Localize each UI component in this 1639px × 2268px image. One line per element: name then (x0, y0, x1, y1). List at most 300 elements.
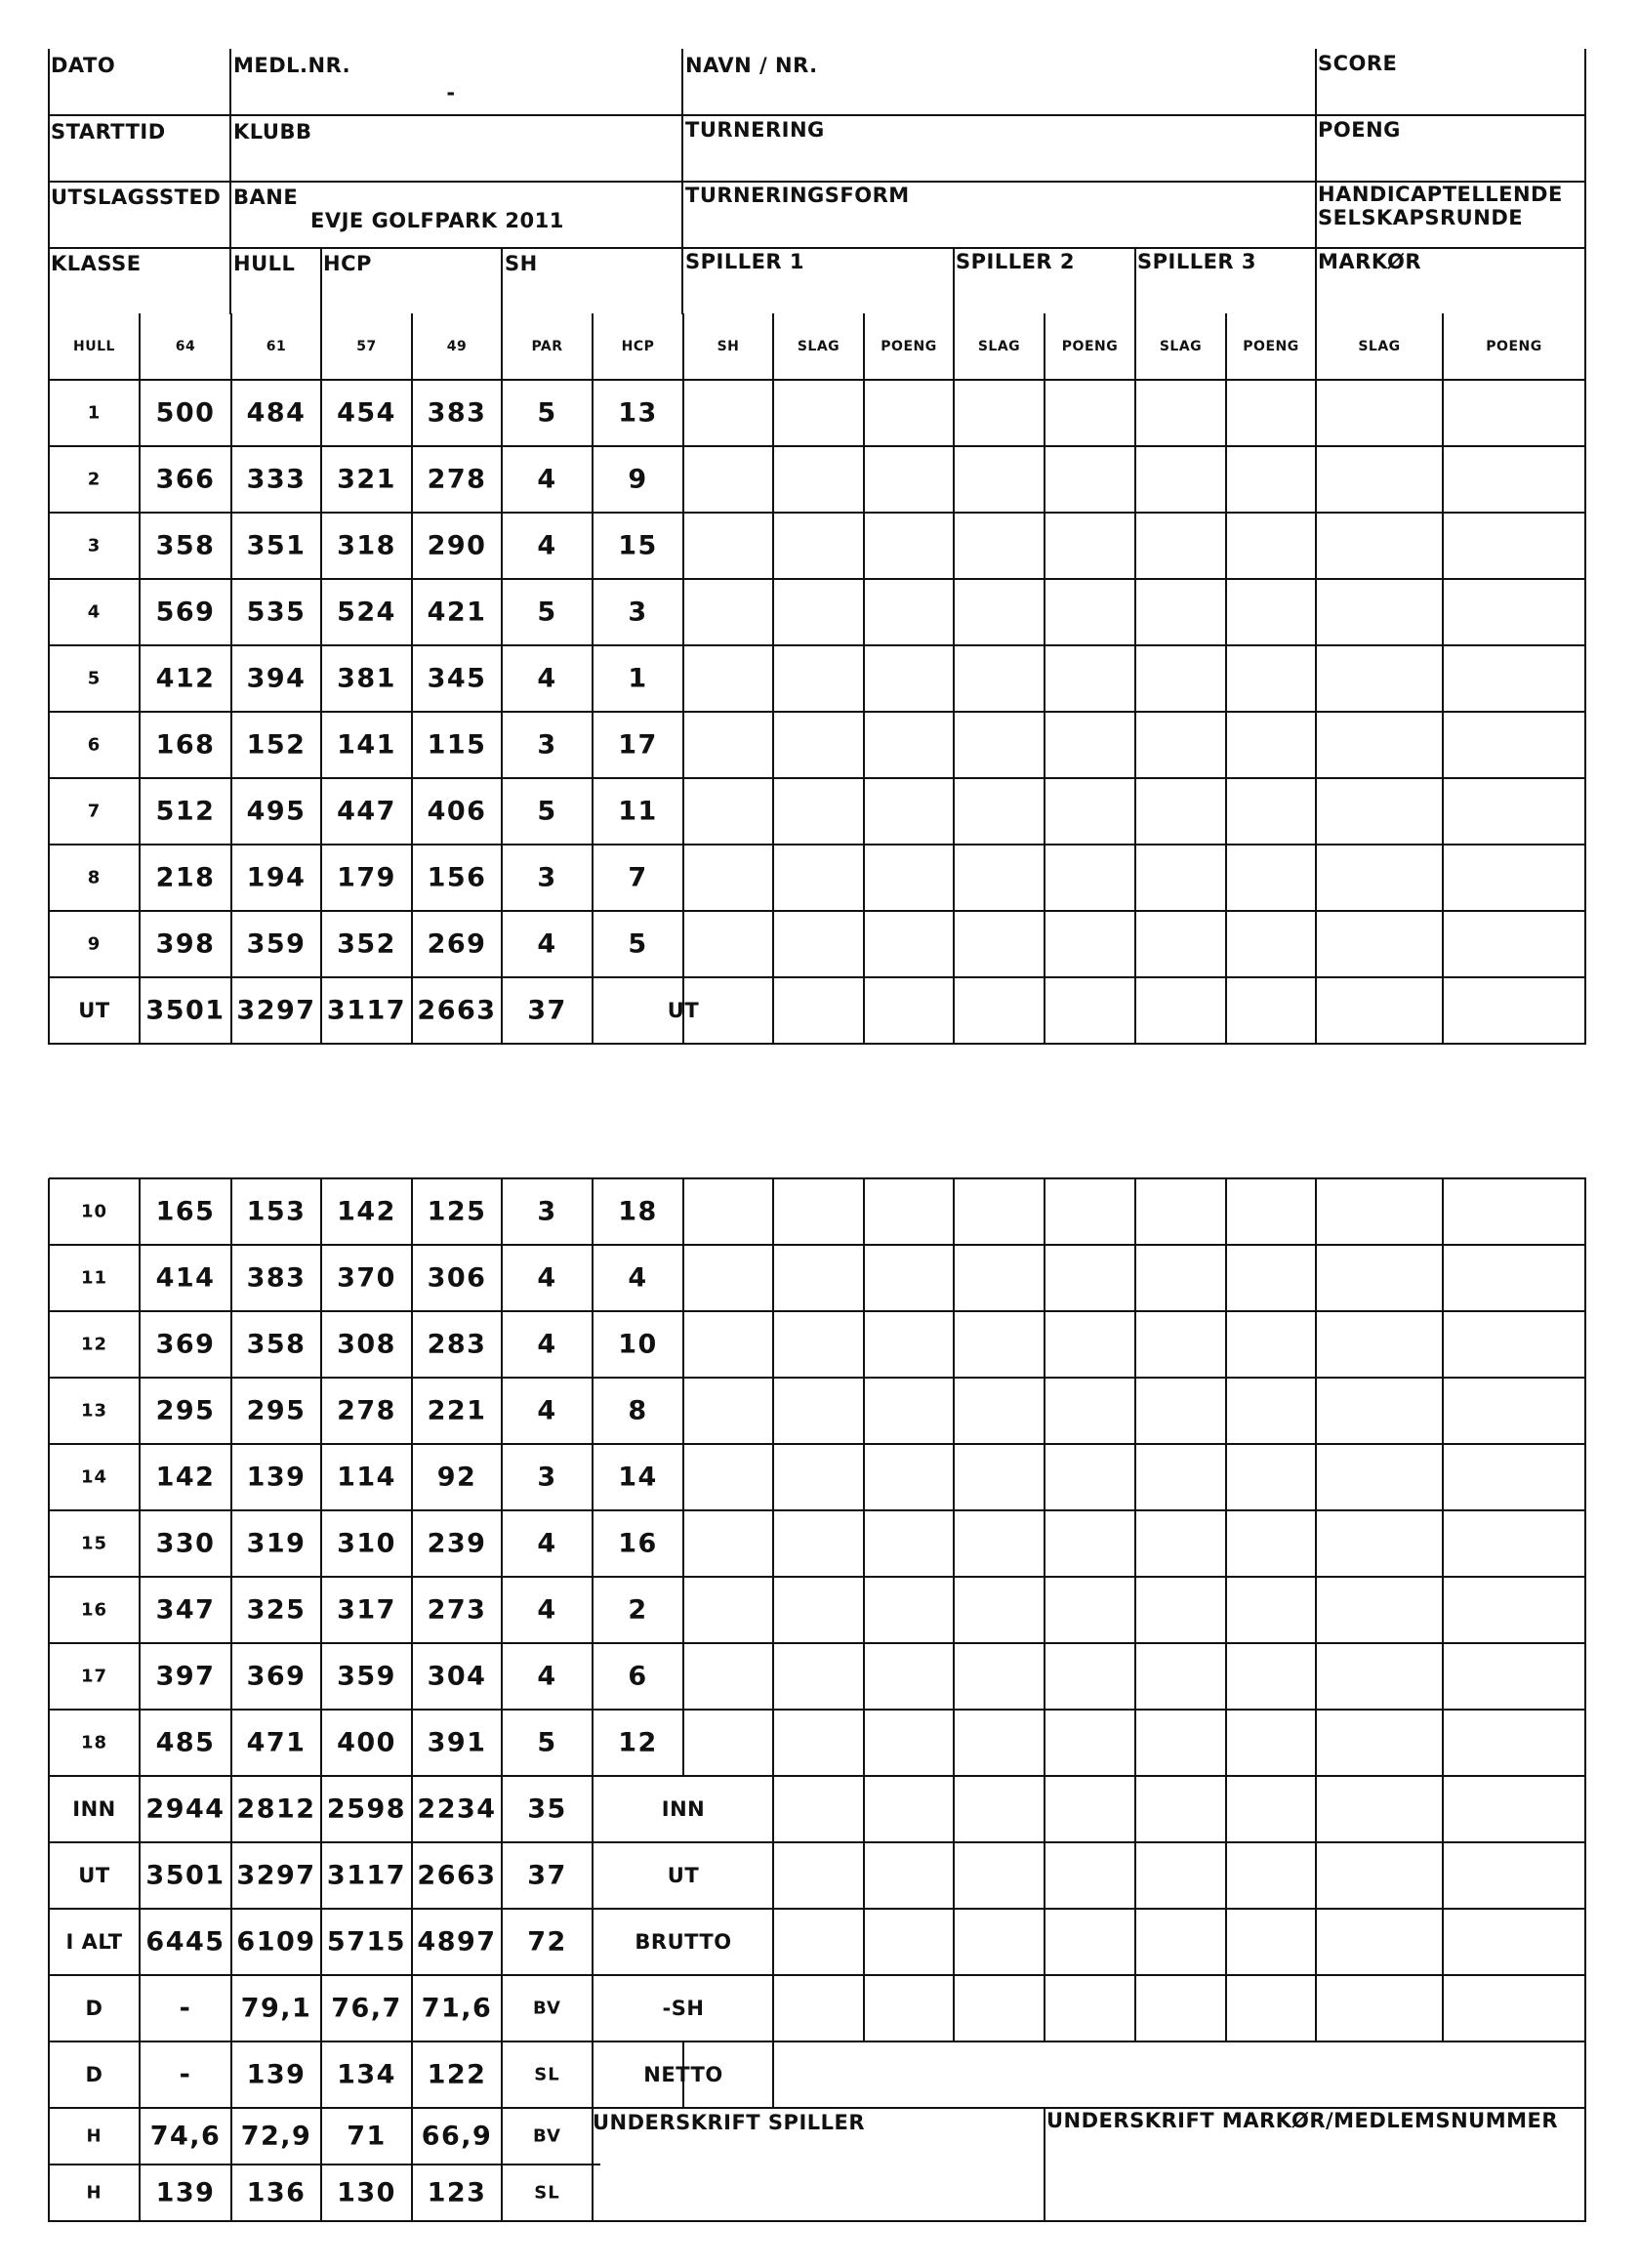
row-divider (49, 1841, 1586, 1843)
column-divider (501, 1178, 503, 2222)
hole-value: 5 (537, 597, 557, 628)
total-cell: 72 (527, 1926, 567, 1958)
row-divider (49, 1642, 1586, 1644)
header-divider (953, 248, 955, 314)
header-border-left (48, 49, 50, 314)
hole-value: 369 (155, 1329, 216, 1360)
row-divider (49, 1443, 1586, 1445)
column-divider (592, 1178, 594, 2222)
hole-value: 398 (155, 928, 216, 960)
hole-number: 11 (80, 1267, 108, 1289)
hole-value: 14 (618, 1462, 658, 1493)
hole-value: 369 (246, 1661, 307, 1692)
hole-value: 4 (628, 1262, 648, 1294)
total-label: -SH (662, 1997, 705, 2020)
hole-value: 290 (427, 530, 487, 561)
total-cell: 35 (527, 1794, 567, 1825)
hole-value: 400 (337, 1727, 396, 1758)
column-divider (1315, 1178, 1317, 2042)
bane-label: BANE (233, 186, 299, 209)
row-divider (49, 578, 1586, 580)
column-header-divider (49, 379, 1586, 381)
hole-value: 4 (537, 1329, 557, 1360)
column-divider (592, 313, 594, 381)
column-divider (772, 380, 774, 978)
hole-value: 359 (337, 1661, 396, 1692)
row-divider (49, 910, 1586, 912)
hole-value: 168 (155, 729, 216, 761)
hole-value: 3 (537, 862, 557, 893)
hole-value: 471 (246, 1727, 307, 1758)
hole-value: 4 (537, 928, 557, 960)
hole-value: 283 (427, 1329, 487, 1360)
total-cell: BV (533, 1998, 561, 2019)
column-divider (411, 313, 413, 381)
hole-value: 221 (427, 1395, 487, 1426)
hole-value: 310 (337, 1528, 396, 1559)
hole-value: 4 (537, 1262, 557, 1294)
total-cell: INN (72, 1797, 116, 1821)
hole-value: 16 (618, 1528, 658, 1559)
hole-value: 5 (537, 397, 557, 429)
hole-value: 394 (246, 663, 307, 694)
hcp-label: HCP (323, 252, 372, 275)
column-divider (501, 313, 503, 381)
hole-value: 3 (537, 1196, 557, 1227)
front-total-cell: 37 (527, 995, 567, 1026)
column-divider (230, 313, 232, 381)
column-divider (592, 380, 594, 1045)
card-bottom-border (49, 2220, 1586, 2222)
markor-label: MARKØR (1318, 250, 1422, 273)
hole-value: 15 (618, 530, 658, 561)
column-divider (772, 2041, 774, 2109)
medl-nr-label: MEDL.NR. (233, 54, 351, 77)
hole-value: 114 (337, 1462, 396, 1493)
hole-value: 4 (537, 1661, 557, 1692)
column-divider (863, 977, 865, 1045)
column-divider (1315, 313, 1317, 381)
hole-value: 142 (155, 1462, 216, 1493)
column-divider (772, 977, 774, 1045)
hole-value: 359 (246, 928, 307, 960)
rating-cell: 71 (347, 2121, 387, 2152)
row-divider (49, 1576, 1586, 1578)
total-cell: 71,6 (421, 1993, 493, 2024)
column-divider (411, 1178, 413, 2222)
column-divider (1044, 1178, 1045, 2042)
hole-number: 2 (87, 469, 102, 490)
total-cell: D (85, 1997, 103, 2020)
rating-cell: SL (534, 2182, 560, 2204)
hole-value: 512 (155, 796, 216, 827)
total-cell: 2234 (417, 1794, 497, 1825)
hole-value: 317 (337, 1594, 396, 1626)
column-header: 57 (356, 339, 377, 354)
hole-value: 5 (537, 796, 557, 827)
column-header: SLAG (1159, 339, 1203, 354)
hole-value: 152 (246, 729, 307, 761)
rating-cell: 72,9 (240, 2121, 312, 2152)
column-header: PAR (531, 339, 563, 354)
hole-value: 333 (246, 464, 307, 495)
column-divider (1315, 977, 1317, 1045)
navn-label: NAVN / NR. (685, 54, 818, 77)
hole-value: 141 (337, 729, 396, 761)
row-divider (49, 844, 1586, 845)
column-divider (1134, 380, 1136, 978)
poeng-label: POENG (1318, 118, 1401, 142)
turneringsform-label: TURNERINGSFORM (685, 184, 910, 207)
row-divider (49, 1377, 1586, 1379)
column-header: HULL (73, 339, 115, 354)
hole-value: 92 (436, 1462, 477, 1493)
column-divider (863, 380, 865, 978)
hole-value: 397 (155, 1661, 216, 1692)
row-divider (49, 1310, 1586, 1312)
score-label: SCORE (1318, 52, 1398, 75)
total-cell: 6109 (236, 1926, 316, 1958)
hole-value: 295 (246, 1395, 307, 1426)
hole-number: 17 (80, 1666, 108, 1687)
column-divider (953, 380, 955, 978)
row-divider (49, 976, 1586, 978)
total-cell: 5715 (326, 1926, 407, 1958)
total-cell: - (179, 1993, 192, 2024)
hole-value: 1 (628, 663, 648, 694)
hole-value: 3 (628, 597, 648, 628)
hole-value: 447 (337, 796, 396, 827)
hole-value: 454 (337, 397, 396, 429)
hole-value: 11 (618, 796, 658, 827)
handicap-label-line1: HANDICAPTELLENDE (1318, 183, 1563, 206)
hole-value: 383 (246, 1262, 307, 1294)
medl-dash: - (446, 81, 456, 104)
column-header: POENG (1486, 339, 1542, 354)
hole-number: 7 (87, 801, 102, 822)
column-divider (1584, 313, 1586, 381)
hole-value: 524 (337, 597, 396, 628)
spiller-1-label: SPILLER 1 (685, 250, 805, 273)
total-cell: 4897 (417, 1926, 497, 1958)
column-header: 61 (266, 339, 287, 354)
hole-value: 156 (427, 862, 487, 893)
hole-value: 412 (155, 663, 216, 694)
row-divider (49, 1043, 1586, 1045)
column-divider (139, 1178, 141, 2222)
hole-number: 14 (80, 1466, 108, 1488)
front-total-cell: 2663 (417, 995, 497, 1026)
hole-value: 239 (427, 1528, 487, 1559)
hole-value: 3 (537, 729, 557, 761)
column-divider (1442, 977, 1444, 1045)
column-divider (1315, 380, 1317, 978)
utslagssted-label: UTSLAGSSTED (51, 186, 222, 209)
row-divider (49, 1775, 1586, 1777)
hole-value: 4 (537, 663, 557, 694)
column-header: SH (717, 339, 740, 354)
turnering-label: TURNERING (685, 118, 825, 142)
course-name: EVJE GOLFPARK 2011 (310, 209, 564, 232)
hole-value: 18 (618, 1196, 658, 1227)
column-divider (953, 1178, 955, 2042)
row-divider (49, 512, 1586, 514)
column-header: SLAG (977, 339, 1021, 354)
column-divider (953, 977, 955, 1045)
hole-value: 306 (427, 1262, 487, 1294)
total-label: UT (667, 1864, 700, 1887)
rating-cell: 74,6 (149, 2121, 222, 2152)
column-header: SLAG (1358, 339, 1401, 354)
hole-value: 273 (427, 1594, 487, 1626)
hole-value: 484 (246, 397, 307, 429)
hole-value: 142 (337, 1196, 396, 1227)
column-divider (1225, 977, 1227, 1045)
column-divider (863, 313, 865, 381)
signature-marker-label: UNDERSKRIFT MARKØR/MEDLEMSNUMMER (1046, 2109, 1559, 2132)
column-divider (772, 1178, 774, 2042)
hole-value: 351 (246, 530, 307, 561)
hole-value: 358 (155, 530, 216, 561)
hole-value: 4 (537, 1395, 557, 1426)
hole-value: 295 (155, 1395, 216, 1426)
column-divider (1134, 313, 1136, 381)
front-total-cell: UT (78, 999, 110, 1022)
total-cell: 6445 (145, 1926, 225, 1958)
column-divider (320, 1178, 322, 2222)
hole-value: 4 (537, 1594, 557, 1626)
front-total-cell: 3297 (236, 995, 316, 1026)
hole-number: 3 (87, 535, 102, 557)
total-cell: 134 (337, 2059, 396, 2090)
hole-value: 383 (427, 397, 487, 429)
hole-value: 5 (628, 928, 648, 960)
header-divider (320, 248, 322, 314)
column-divider (682, 1178, 684, 1777)
column-header: 64 (175, 339, 196, 354)
column-divider (1584, 380, 1586, 1045)
total-cell: 2812 (236, 1794, 316, 1825)
total-cell: 79,1 (240, 1993, 312, 2024)
column-divider (1134, 1178, 1136, 2042)
spiller-3-label: SPILLER 3 (1137, 250, 1257, 273)
column-divider (1225, 1178, 1227, 2042)
hole-value: 179 (337, 862, 396, 893)
column-header: POENG (881, 339, 937, 354)
hole-value: 347 (155, 1594, 216, 1626)
hole-number: 18 (80, 1732, 108, 1753)
column-header: HCP (621, 339, 655, 354)
hull-label: HULL (233, 252, 296, 275)
rating-cell: 123 (427, 2177, 487, 2208)
hole-value: 194 (246, 862, 307, 893)
hole-value: 125 (427, 1196, 487, 1227)
hole-value: 414 (155, 1262, 216, 1294)
rating-cell: H (86, 2125, 102, 2147)
total-label: INN (661, 1797, 706, 1821)
column-divider (1225, 313, 1227, 381)
column-divider (1584, 1178, 1586, 2222)
total-cell: SL (534, 2064, 560, 2085)
hole-value: 358 (246, 1329, 307, 1360)
header-divider (681, 49, 683, 314)
hole-number: 12 (80, 1334, 108, 1355)
hole-value: 115 (427, 729, 487, 761)
column-divider (320, 313, 322, 381)
column-divider (320, 380, 322, 1045)
row-divider (49, 1908, 1586, 1910)
total-cell: 2944 (145, 1794, 225, 1825)
column-divider (682, 313, 684, 381)
column-divider (1044, 977, 1045, 1045)
rating-cell: 130 (337, 2177, 396, 2208)
column-divider (501, 380, 503, 1045)
hole-value: 304 (427, 1661, 487, 1692)
section-top-border (49, 1177, 1586, 1179)
row-divider (49, 1244, 1586, 1246)
hole-value: 485 (155, 1727, 216, 1758)
header-divider (501, 248, 503, 314)
column-divider (1044, 380, 1045, 978)
rating-cell: H (86, 2182, 102, 2204)
total-cell: 3297 (236, 1860, 316, 1891)
total-cell: 76,7 (331, 1993, 402, 2024)
column-divider (1442, 380, 1444, 978)
total-cell: 122 (427, 2059, 487, 2090)
total-cell: 37 (527, 1860, 567, 1891)
spiller-2-label: SPILLER 2 (956, 250, 1076, 273)
hole-number: 13 (80, 1400, 108, 1422)
front-total-cell: 3501 (145, 995, 225, 1026)
hole-value: 321 (337, 464, 396, 495)
hole-value: 2 (628, 1594, 648, 1626)
starttid-label: STARTTID (51, 120, 166, 144)
hole-number: 10 (80, 1201, 108, 1222)
total-label: NETTO (643, 2063, 723, 2086)
column-divider (953, 313, 955, 381)
column-divider (48, 380, 50, 1045)
hole-value: 569 (155, 597, 216, 628)
hole-number: 1 (87, 402, 102, 424)
total-cell: I ALT (65, 1930, 123, 1954)
hole-value: 319 (246, 1528, 307, 1559)
column-divider (1442, 313, 1444, 381)
total-cell: 2663 (417, 1860, 497, 1891)
row-divider (49, 644, 1586, 646)
column-header: SLAG (797, 339, 840, 354)
klasse-label: KLASSE (51, 252, 142, 275)
hole-number: 15 (80, 1533, 108, 1554)
hole-value: 391 (427, 1727, 487, 1758)
total-cell: UT (78, 1864, 110, 1887)
row-divider (49, 711, 1586, 713)
hole-value: 495 (246, 796, 307, 827)
hole-value: 269 (427, 928, 487, 960)
column-divider (139, 313, 141, 381)
hole-number: 8 (87, 867, 102, 888)
column-divider (863, 1178, 865, 2042)
hole-value: 278 (427, 464, 487, 495)
hole-value: 9 (628, 464, 648, 495)
dato-label: DATO (51, 54, 116, 77)
rating-cell: 139 (155, 2177, 216, 2208)
handicap-label-line2: SELSKAPSRUNDE (1318, 206, 1524, 229)
hole-value: 4 (537, 1528, 557, 1559)
column-divider (1442, 1178, 1444, 2042)
column-divider (1134, 977, 1136, 1045)
hole-value: 13 (618, 397, 658, 429)
hole-value: 4 (537, 530, 557, 561)
total-label: BRUTTO (635, 1930, 732, 1954)
hole-value: 218 (155, 862, 216, 893)
signature-player-label: UNDERSKRIFT SPILLER (593, 2111, 866, 2134)
hole-value: 6 (628, 1661, 648, 1692)
header-divider (1134, 248, 1136, 314)
row-divider (49, 1709, 1586, 1711)
hole-value: 308 (337, 1329, 396, 1360)
header-divider (229, 49, 231, 314)
hole-value: 165 (155, 1196, 216, 1227)
hole-value: 8 (628, 1395, 648, 1426)
row-divider (49, 2164, 600, 2165)
hole-number: 6 (87, 734, 102, 756)
total-cell: - (179, 2059, 192, 2090)
total-cell: 2598 (326, 1794, 407, 1825)
header-divider (49, 247, 1586, 249)
signature-divider (1044, 2108, 1045, 2222)
header-divider (1315, 49, 1317, 314)
row-divider (49, 1974, 1586, 1976)
hole-value: 352 (337, 928, 396, 960)
hole-value: 500 (155, 397, 216, 429)
hole-value: 381 (337, 663, 396, 694)
rating-cell: 66,9 (421, 2121, 493, 2152)
hole-value: 3 (537, 1462, 557, 1493)
column-divider (682, 380, 684, 1045)
hole-value: 12 (618, 1727, 658, 1758)
hole-number: 16 (80, 1599, 108, 1621)
total-cell: 139 (246, 2059, 307, 2090)
hole-number: 5 (87, 668, 102, 689)
column-divider (772, 313, 774, 381)
sh-label: SH (505, 252, 538, 275)
hole-value: 421 (427, 597, 487, 628)
column-divider (48, 1178, 50, 2222)
hole-value: 535 (246, 597, 307, 628)
hole-number: 4 (87, 601, 102, 623)
hole-value: 4 (537, 464, 557, 495)
hole-value: 345 (427, 663, 487, 694)
hole-value: 325 (246, 1594, 307, 1626)
total-cell: 3117 (326, 1860, 407, 1891)
hole-number: 9 (87, 933, 102, 955)
column-header: POENG (1243, 339, 1299, 354)
hole-value: 153 (246, 1196, 307, 1227)
hole-value: 318 (337, 530, 396, 561)
column-divider (411, 380, 413, 1045)
column-divider (1044, 313, 1045, 381)
total-cell: 3501 (145, 1860, 225, 1891)
column-header: POENG (1061, 339, 1119, 354)
hole-value: 366 (155, 464, 216, 495)
front-total-cell: 3117 (326, 995, 407, 1026)
hole-value: 330 (155, 1528, 216, 1559)
hole-value: 278 (337, 1395, 396, 1426)
rating-cell: 136 (246, 2177, 307, 2208)
total-cell: D (85, 2063, 103, 2086)
hole-value: 7 (628, 862, 648, 893)
row-divider (49, 445, 1586, 447)
